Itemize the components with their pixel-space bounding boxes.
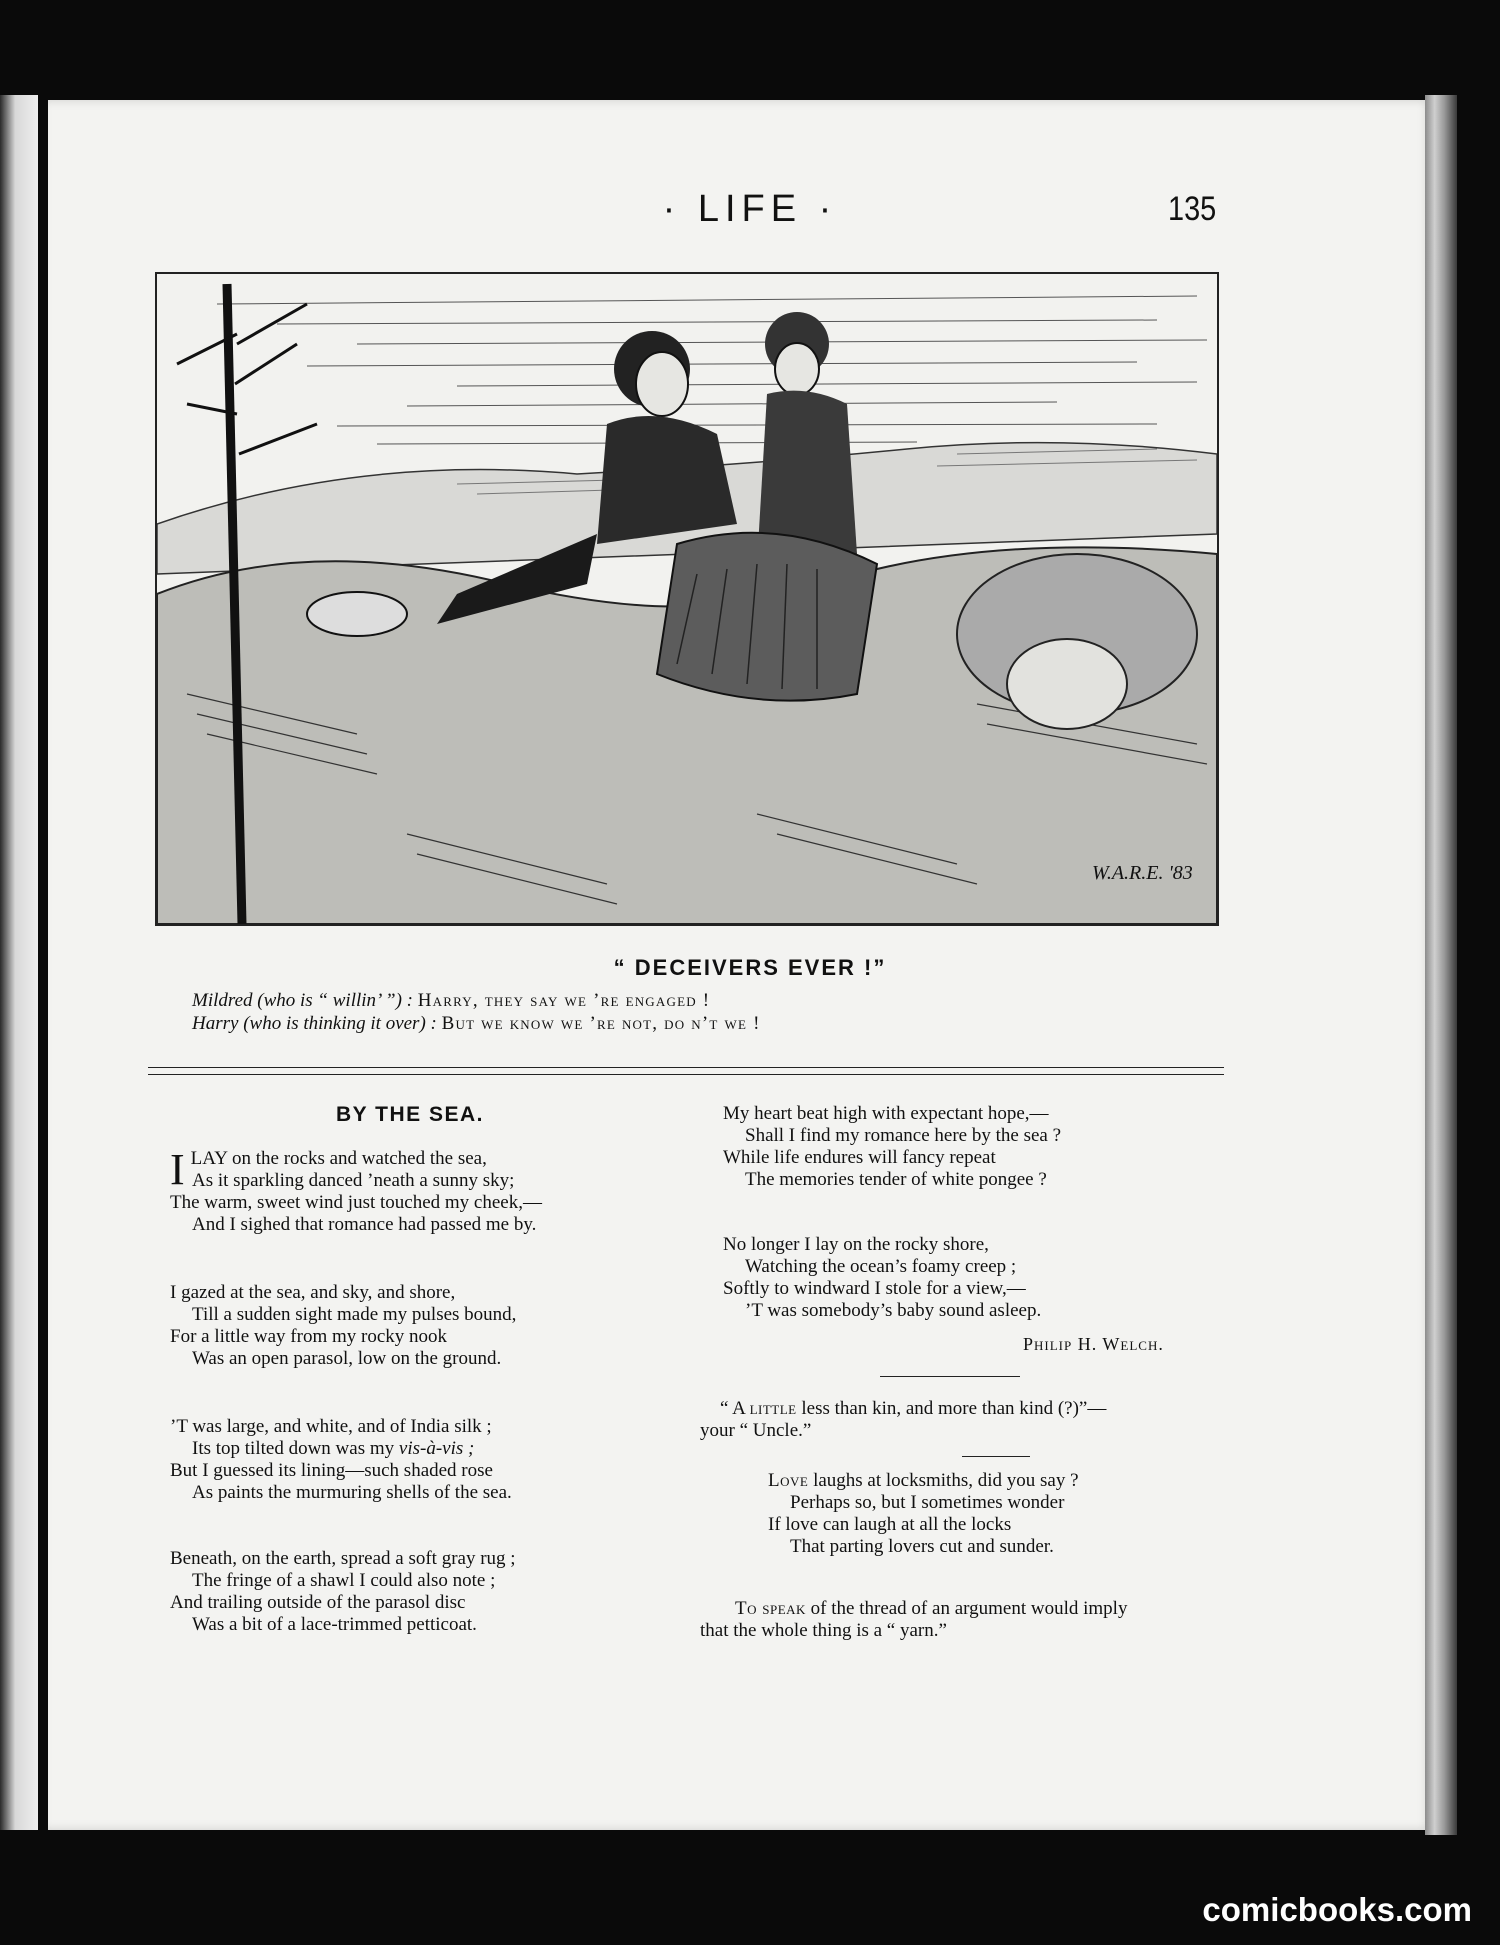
page-number: 135 <box>1168 190 1217 228</box>
watermark: comicbooks.com <box>1202 1891 1472 1928</box>
verse-line: Shall I find my romance here by the sea ? <box>745 1125 1062 1146</box>
yarn-paragraph-line1 <box>735 1598 1127 1620</box>
verse-line: Till a sudden sight made my pulses bound, <box>192 1304 517 1325</box>
verse-line: Beneath, on the earth, spread a soft gray rug ; <box>170 1548 516 1569</box>
caption-line-mildred <box>192 990 710 1012</box>
verse-line: If love can laugh at all the locks <box>768 1514 1012 1535</box>
verse-text: laughs at locksmiths, did you say ? <box>813 1470 1079 1491</box>
verse-line: Was an open parasol, low on the ground. <box>192 1348 502 1369</box>
verse-line: No longer I lay on the rocky shore, <box>723 1234 989 1255</box>
caption-speaker: Harry (who is thinking it over) : <box>192 1013 437 1034</box>
verse-line: As it sparkling danced ’neath a sunny sky; <box>192 1170 515 1191</box>
verse-line: I gazed at the sea, and sky, and shore, <box>170 1282 456 1303</box>
verse-line: Perhaps so, but I sometimes wonder <box>790 1492 1065 1513</box>
artist-signature: W.A.R.E. '83 <box>1092 862 1193 884</box>
caption-speech: But we know we ’re not, do n’t we ! <box>441 1013 761 1034</box>
poem-stanza <box>170 1282 516 1370</box>
caption-line-harry <box>192 1013 761 1035</box>
short-divider <box>962 1456 1030 1457</box>
verse-line: My heart beat high with expectant hope,— <box>723 1103 1049 1124</box>
verse-line: LAY on the rocks and watched the sea, <box>190 1148 487 1169</box>
section-divider <box>148 1067 1224 1075</box>
poem-stanza <box>170 1548 516 1636</box>
verse-line: For a little way from my rocky nook <box>170 1326 448 1347</box>
verse-line: Softly to windward I stole for a view,— <box>723 1278 1026 1299</box>
caption-speaker: Mildred (who is “ willin’ ”) : <box>192 990 413 1011</box>
verse-line: ’T was somebody’s baby sound asleep. <box>745 1300 1042 1321</box>
poem-stanza <box>723 1103 1061 1191</box>
verse-line: As paints the murmuring shells of the sea. <box>192 1482 512 1503</box>
verse-text: Its top tilted down was my <box>192 1438 395 1459</box>
engraving-illustration <box>155 272 1219 926</box>
verse-line: ’T was large, and white, and of India silk ; <box>170 1416 492 1437</box>
caption-speech: Harry, they say we ’re engaged ! <box>417 990 711 1011</box>
poem-stanza <box>170 1145 542 1236</box>
yarn-paragraph-line2: that the whole thing is a “ yarn.” <box>700 1620 947 1641</box>
love-verse <box>768 1470 1079 1558</box>
cartoon-caption-title: “ DECEIVERS EVER !” <box>613 955 887 980</box>
masthead: · LIFE · <box>662 188 838 230</box>
love-lead: Love <box>768 1470 809 1491</box>
kin-paragraph-line2: your “ Uncle.” <box>700 1420 812 1441</box>
verse-line: That parting lovers cut and sunder. <box>790 1536 1054 1557</box>
kin-lead: “ A <box>720 1398 750 1419</box>
verse-line: The memories tender of white pongee ? <box>745 1169 1047 1190</box>
verse-line <box>170 1438 512 1460</box>
verse-line: Watching the ocean’s foamy creep ; <box>745 1256 1017 1277</box>
kin-paragraph-line1 <box>720 1398 1106 1420</box>
speak-lead: To speak <box>735 1598 806 1619</box>
verse-line: And trailing outside of the parasol disc <box>170 1592 466 1613</box>
poem-stanza <box>170 1416 512 1504</box>
kin-rest: less than kin, and more than kind (?)”— <box>796 1398 1107 1419</box>
verse-line: And I sighed that romance had passed me by. <box>192 1214 537 1235</box>
poem-stanza <box>723 1234 1041 1322</box>
poem-author: Philip H. Welch. <box>1023 1334 1164 1354</box>
poem-title: BY THE SEA. <box>336 1103 484 1126</box>
verse-line: The fringe of a shawl I could also note ; <box>192 1570 496 1591</box>
verse-italic: vis-à-vis ; <box>398 1438 475 1459</box>
verse-line: The warm, sweet wind just touched my cheek,— <box>170 1192 542 1213</box>
verse-line: But I guessed its lining—such shaded rose <box>170 1460 493 1481</box>
kin-smallcaps: little <box>749 1398 797 1419</box>
speak-rest: of the thread of an argument would imply <box>805 1598 1128 1619</box>
verse-line: While life endures will fancy repeat <box>723 1147 996 1168</box>
verse-line <box>768 1470 1079 1492</box>
short-divider <box>880 1376 1020 1377</box>
couple-on-rocks-engraving-icon <box>157 274 1217 924</box>
drop-cap: I <box>170 1145 185 1194</box>
verse-line: Was a bit of a lace-trimmed petticoat. <box>192 1614 477 1635</box>
